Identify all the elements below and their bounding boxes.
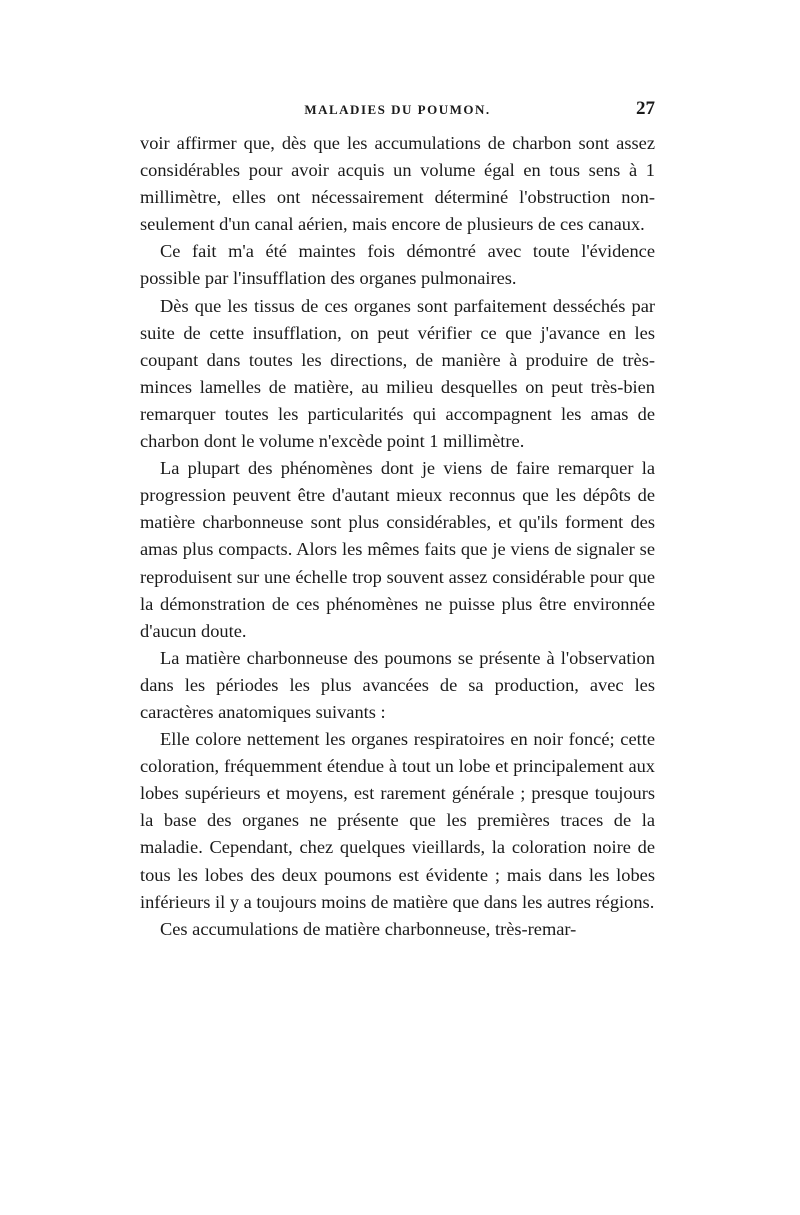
page-number: 27: [636, 98, 655, 119]
paragraph-phenomenes: La plupart des phénomènes dont je viens de faire remarquer la progression peuvent être d'autant mieux reconnus que les dépôts de matière charbonneuse sont plus considérables, et qu'ils forment des amas plus compacts. Alors les mêmes faits que je viens de signaler se reproduisent sur une échelle trop souvent assez considérable pour que la démonstration de ces phénomènes ne puisse plus être environnée d'aucun doute.: [140, 458, 655, 641]
book-page: [140, 98, 655, 943]
paragraph-coloration: Elle colore nettement les organes respiratoires en noir foncé; cette coloration, fréquemment étendue à tout un lobe et principalement aux lobes supérieurs et moyens, est rarement générale ; presque toujours la base des organes ne présente que les premières traces de la maladie. Cependant, chez quelques vieillards, la coloration noire de tous les lobes des deux poumons est évidente ; mais dans les lobes inférieurs il y a toujours moins de matière que dans les autres régions.: [140, 729, 655, 912]
page-header: [140, 98, 655, 124]
paragraph-continuation: voir affirmer que, dès que les accumulations de charbon sont assez considérables pour avoir acquis un volume égal en tous sens à 1 millimètre, elles ont nécessairement déterminé l'obstruction non-seulement d'un canal aérien, mais encore de plusieurs de ces canaux.: [140, 133, 655, 235]
paragraph-dessechement: Dès que les tissus de ces organes sont parfaitement desséchés par suite de cette insufflation, on peut vérifier ce que j'avance en les coupant dans toutes les directions, de manière à produire de très-minces lamelles de matière, au milieu desquelles on peut très-bien remarquer toutes les particularités qui accompagnent les amas de charbon dont le volume n'excède point 1 millimètre.: [140, 295, 655, 452]
running-title: MALADIES DU POUMON.: [304, 102, 491, 117]
paragraph-accumulations: Ces accumulations de matière charbonneuse, très-remar-: [160, 918, 577, 939]
paragraph-matiere-charbonneuse: La matière charbonneuse des poumons se présente à l'observation dans les périodes les plus avancées de sa production, avec les caractères anatomiques suivants :: [140, 647, 655, 722]
body-text: [140, 130, 655, 943]
paragraph-insufflation: Ce fait m'a été maintes fois démontré avec toute l'évidence possible par l'insufflation des organes pulmonaires.: [140, 241, 655, 289]
